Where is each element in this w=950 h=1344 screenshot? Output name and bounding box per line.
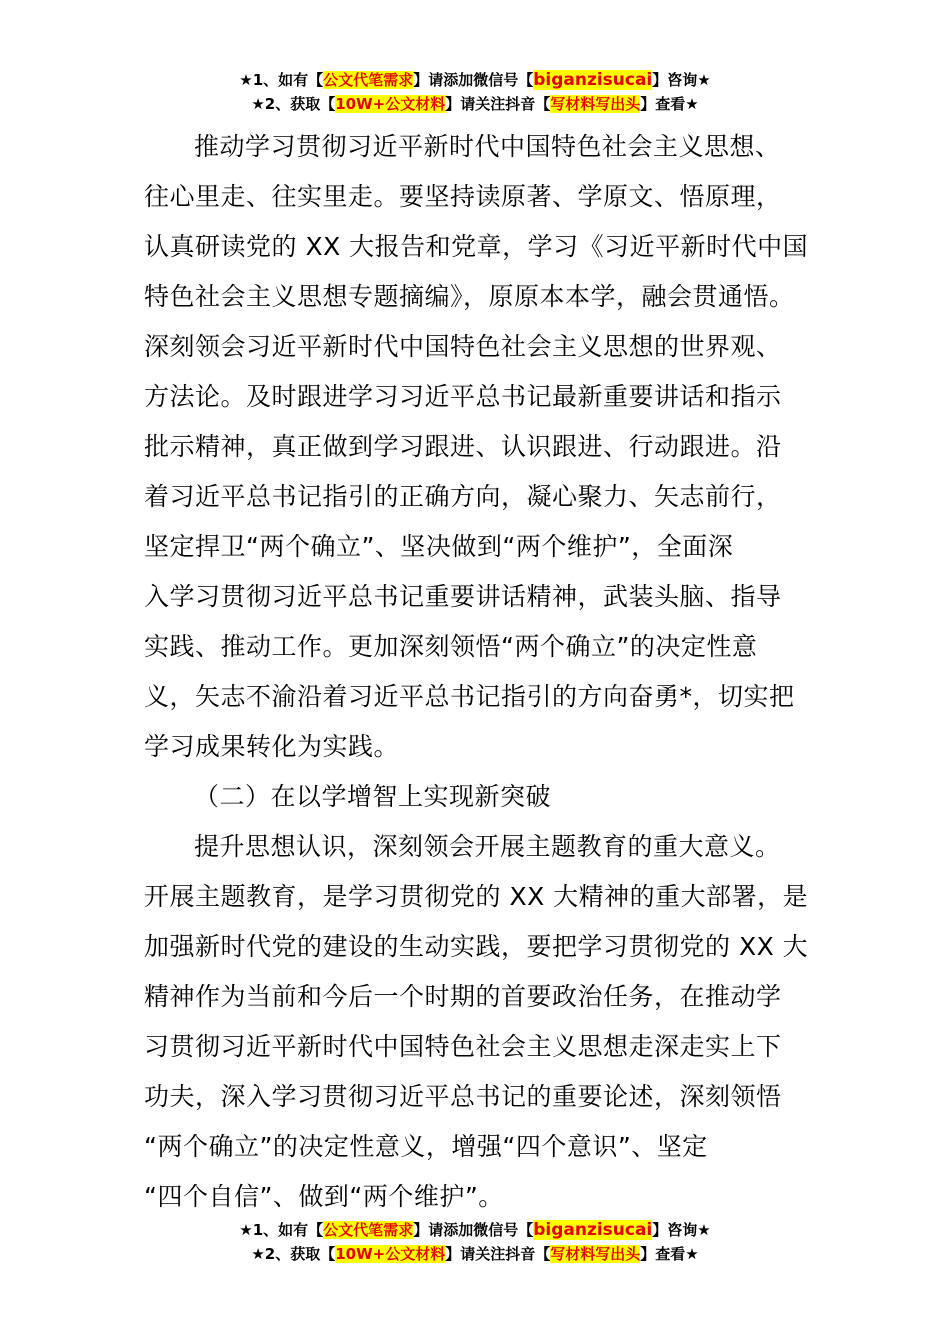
footer-banner <box>0 1218 950 1266</box>
text-line: 深刻领会习近平新时代中国特色社会主义思想的世界观、 <box>144 332 782 361</box>
text-line: 批示精神，真正做到学习跟进、认识跟进、行动跟进。沿 <box>144 432 782 461</box>
banner-highlight: 10W+公文材料 <box>335 95 446 113</box>
text-line: 方法论。及时跟进学习习近平总书记最新重要讲话和指示 <box>144 382 782 411</box>
banner-highlight: 公文代笔需求 <box>323 71 414 89</box>
text-line: 推动学习贯彻习近平新时代中国特色社会主义思想、 <box>194 132 781 161</box>
banner-line-2 <box>0 1242 950 1266</box>
banner-highlight: biganzisucai <box>533 70 653 90</box>
text-line: 特色社会主义思想专题摘编》，原原本本学，融会贯通悟。 <box>144 282 795 311</box>
text-line: 习贯彻习近平新时代中国特色社会主义思想走深走实上下 <box>144 1032 782 1061</box>
banner-highlight: 公文代笔需求 <box>323 1221 414 1239</box>
banner-text: ★2、获取【 <box>251 95 336 113</box>
banner-highlight: 写材料写出头 <box>550 1245 641 1263</box>
text-line: “四个自信”、做到“两个维护”。 <box>144 1182 504 1211</box>
text-line: 实践、推动工作。更加深刻领悟“两个确立”的决定性意 <box>144 632 758 661</box>
text-line: 提升思想认识，深刻领会开展主题教育的重大意义。 <box>194 832 781 861</box>
banner-text: 】请添加微信号【 <box>413 71 534 89</box>
text-line: 加强新时代党的建设的生动实践，要把学习贯彻党的 XX 大 <box>144 932 809 961</box>
text-line: 坚定捍卫“两个确立”、坚决做到“两个维护”，全面深 <box>144 532 734 561</box>
header-banner <box>0 68 950 116</box>
text-line: 入学习贯彻习近平总书记重要讲话精神，武装头脑、指导 <box>144 582 782 611</box>
banner-text: 】请关注抖音【 <box>445 95 551 113</box>
banner-line-1 <box>0 68 950 92</box>
text-line: 精神作为当前和今后一个时期的首要政治任务，在推动学 <box>144 982 782 1011</box>
banner-highlight: biganzisucai <box>533 1220 653 1240</box>
banner-text: 】咨询★ <box>652 71 711 89</box>
banner-line-1 <box>0 1218 950 1242</box>
text-line: 功夫，深入学习贯彻习近平总书记的重要论述，深刻领悟 <box>144 1082 782 1111</box>
text-line: 着习近平总书记指引的正确方向，凝心聚力、矢志前行， <box>144 482 782 511</box>
text-line: 往心里走、往实里走。要坚持读原著、学原文、悟原理， <box>144 182 782 211</box>
banner-text: 】咨询★ <box>652 1221 711 1239</box>
text-line: 学习成果转化为实践。 <box>144 732 400 761</box>
banner-text: 】查看★ <box>640 1245 699 1263</box>
banner-text: 】请关注抖音【 <box>445 1245 551 1263</box>
section-heading: （二）在以学增智上实现新突破 <box>194 782 552 811</box>
text-line: 认真研读党的 XX 大报告和党章，学习《习近平新时代中国 <box>144 232 809 261</box>
banner-line-2 <box>0 92 950 116</box>
text-line: “两个确立”的决定性意义，增强“四个意识”、坚定 <box>144 1132 708 1161</box>
banner-highlight: 写材料写出头 <box>550 95 641 113</box>
banner-text: ★1、如有【 <box>239 71 324 89</box>
document-body <box>144 122 810 1222</box>
text-line: 开展主题教育，是学习贯彻党的 XX 大精神的重大部署，是 <box>144 882 809 911</box>
banner-text: 】请添加微信号【 <box>413 1221 534 1239</box>
banner-text: ★2、获取【 <box>251 1245 336 1263</box>
banner-highlight: 10W+公文材料 <box>335 1245 446 1263</box>
banner-text: 】查看★ <box>640 95 699 113</box>
banner-text: ★1、如有【 <box>239 1221 324 1239</box>
text-line: 义，矢志不渝沿着习近平总书记指引的方向奋勇*，切实把 <box>144 682 795 711</box>
